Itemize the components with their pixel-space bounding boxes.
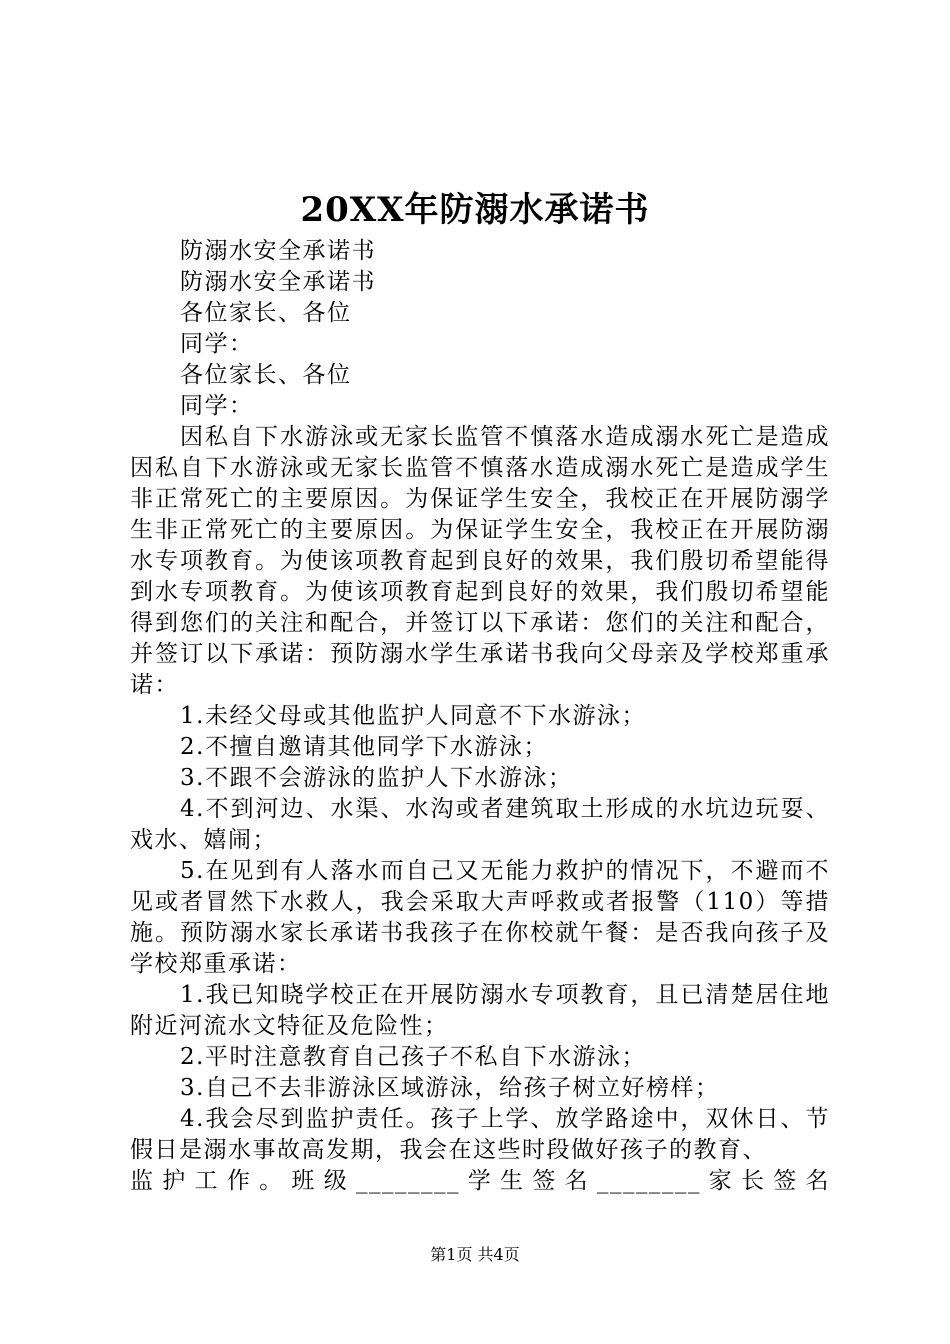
student-pledge-item-4: 4.不到河边、水渠、水沟或者建筑取土形成的水坑边玩耍、戏水、嬉闹； [130, 796, 830, 853]
student-pledge-item-5: 5.在见到有人落水而自己又无能力救护的情况下，不避而不见或者冒然下水救人，我会采取大声呼救或者报警（110）等措施。预防溺水家长承诺书我孩子在你校就午餐：是否我向孩子及学校郑重承诺： [130, 858, 830, 977]
document-title: 20XX年防溺水承诺书 [300, 190, 650, 230]
paragraph-salutation-1a: 各位家长、各位 [180, 300, 352, 326]
page-footer: 第1页 共4页 [430, 1245, 520, 1264]
student-pledge-item-2: 2.不擅自邀请其他同学下水游泳； [180, 734, 548, 760]
paragraph-salutation-2a: 各位家长、各位 [180, 362, 352, 388]
parent-pledge-item-4: 4.我会尽到监护责任。孩子上学、放学路途中，双休日、节假日是溺水事故高发期，我会在这些时段做好孩子的教育、 [130, 1106, 830, 1163]
paragraph-heading-2: 防溺水安全承诺书 [180, 269, 376, 295]
parent-pledge-item-3: 3.自己不去非游泳区域游泳，给孩子树立好榜样； [180, 1075, 720, 1101]
signature-line: 监护工作。班级________学生签名________家长签名 [130, 1168, 830, 1194]
document-body [130, 236, 830, 1197]
paragraph-heading-1: 防溺水安全承诺书 [180, 238, 376, 264]
parent-pledge-item-1: 1.我已知晓学校正在开展防溺水专项教育，且已清楚居住地附近河流水文特征及危险性； [130, 982, 830, 1039]
paragraph-salutation-1b: 同学： [180, 331, 254, 357]
student-pledge-item-1: 1.未经父母或其他监护人同意不下水游泳； [180, 703, 646, 729]
paragraph-salutation-2b: 同学： [180, 393, 254, 419]
paragraph-intro: 因私自下水游泳或无家长监管不慎落水造成溺水死亡是造成因私自下水游泳或无家长监管不慎落水造成溺水死亡是造成学生非正常死亡的主要原因。为保证学生安全，我校正在开展防溺学生非正常死亡的主要原因。为保证学生安全，我校正在开展防溺水专项教育。为使该项教育起到良好的效果，我们殷切希望能得到水专项教育。为使该项教育起到良好的效果，我们殷切希望能得到您们的关注和配合，并签订以下承诺：您们的关注和配合，并签订以下承诺：预防溺水学生承诺书我向父母亲及学校郑重承诺： [130, 424, 830, 698]
parent-pledge-item-2: 2.平时注意教育自己孩子不私自下水游泳； [180, 1044, 646, 1070]
student-pledge-item-3: 3.不跟不会游泳的监护人下水游泳； [180, 765, 573, 791]
